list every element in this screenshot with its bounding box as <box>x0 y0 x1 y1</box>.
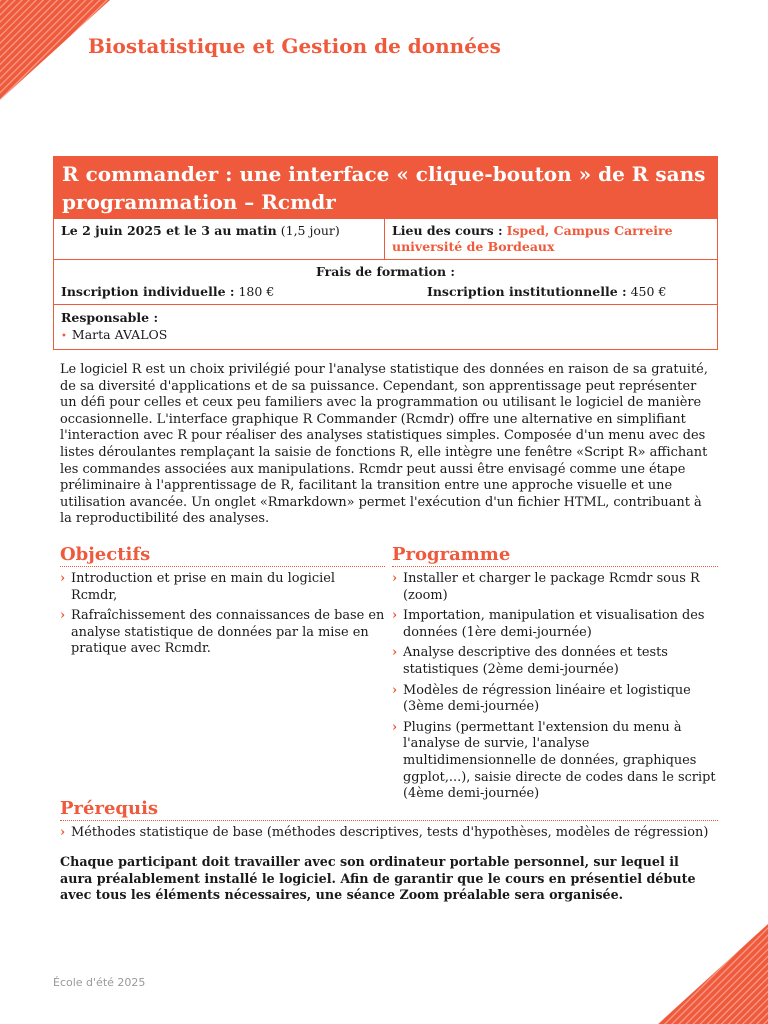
dates-location-row <box>54 218 717 259</box>
chevron-right-icon: › <box>392 571 398 586</box>
page-title: Biostatistique et Gestion de données <box>88 34 501 58</box>
course-title: R commander : une interface « clique-bouton » de R sans programmation – Rcmdr <box>54 157 717 218</box>
bullet-icon: • <box>61 331 67 342</box>
responsable-row <box>54 304 717 349</box>
chevron-right-icon: › <box>392 682 398 698</box>
objectifs-heading: Objectifs <box>60 544 385 567</box>
chevron-right-icon: › <box>60 608 66 624</box>
programme-heading: Programme <box>392 544 718 567</box>
prerequis-section <box>60 798 718 846</box>
chevron-right-icon: › <box>60 571 66 586</box>
fees-title: Frais de formation : <box>315 264 456 279</box>
list-item: › Analyse descriptive des données et tests statistiques (2ème demi-journée) <box>392 645 668 677</box>
footer-text: École d'été 2025 <box>53 976 146 989</box>
location-label: Lieu des cours : <box>392 223 503 238</box>
laptop-note: Chaque participant doit travailler avec son ordinateur portable personnel, sur lequel il aura préalablement installé le logiciel. Afin de garantir que le cours en présentiel débute avec tous les éléments nécessaires, une séance Zoom préalable sera organisée. <box>60 854 696 903</box>
list-item: › Rafraîchissement des connaissances de base en analyse statistique de données par la mise en pratique avec Rcmdr. <box>60 608 385 657</box>
fee-institutional-label: Inscription institutionnelle : <box>427 284 627 299</box>
fee-institutional-value: 450 € <box>630 284 667 299</box>
dates-cell <box>54 219 385 259</box>
fee-institutional <box>427 284 666 299</box>
list-item: › Installer et charger le package Rcmdr sous R (zoom) <box>392 571 700 603</box>
intro-paragraph: Le logiciel R est un choix privilégié pour l'analyse statistique des données en raison de sa gratuité, de sa diversité d'applications et de sa puissance. Cependant, son apprentissage peut représenter un défi pour celles et ceux peu familiers avec la programmation ou utilisant le logiciel de manière occasionnelle. L'interface graphique R Commander (Rcmdr) offre une alternative en simplifiant l'interaction avec R pour réaliser des analyses statistiques simples. Composée d'un menu avec des listes déroulantes remplaçant la saisie de fonctions R, elle intègre une fenêtre «Script R» affichant les commandes associées aux manipulations. Rcmdr peut aussi être envisagé comme une étape préliminaire à l'apprentissage de R, facilitant la transition entre une approche visuelle et une utilisation avancée. Un onglet «Rmarkdown» permet l'exécution d'un fichier HTML, contribuant à la reproductibilité des analyses. <box>60 362 708 527</box>
corner-decoration-bottom-right <box>658 924 768 1024</box>
chevron-right-icon: › <box>392 645 398 661</box>
location-cell <box>385 219 717 259</box>
course-dates: Le 2 juin 2025 et le 3 au matin <box>61 223 277 238</box>
chevron-right-icon: › <box>392 719 398 735</box>
chevron-right-icon: › <box>60 825 66 840</box>
list-item: › Modèles de régression linéaire et logistique (3ème demi-journée) <box>392 682 691 715</box>
list-item: › Introduction et prise en main du logiciel Rcmdr, <box>60 571 335 603</box>
fees-row <box>54 259 717 304</box>
responsable-name: Marta AVALOS <box>71 327 168 342</box>
list-item: › Méthodes statistique de base (méthodes descriptives, tests d'hypothèses, modèles de régression) <box>60 825 709 840</box>
fee-individual-label: Inscription individuelle : <box>61 284 235 299</box>
list-item: › Plugins (permettant l'extension du menu à l'analyse de survie, l'analyse multidimensionnelle de données, graphiques ggplot,...), saisie directe de codes dans le script (4ème demi-journée) <box>392 719 716 802</box>
objectifs-section <box>60 544 385 662</box>
fee-individual <box>61 284 427 299</box>
course-info-box <box>53 156 718 350</box>
location-value: Isped, Campus Carreire université de Bordeaux <box>392 223 673 254</box>
fee-individual-value: 180 € <box>238 284 275 299</box>
list-item: › Importation, manipulation et visualisation des données (1ère demi-journée) <box>392 608 705 640</box>
course-duration: (1,5 jour) <box>280 223 340 238</box>
chevron-right-icon: › <box>392 608 398 624</box>
responsable-label: Responsable : <box>61 310 159 325</box>
programme-section <box>392 544 718 807</box>
prerequis-heading: Prérequis <box>60 798 718 821</box>
